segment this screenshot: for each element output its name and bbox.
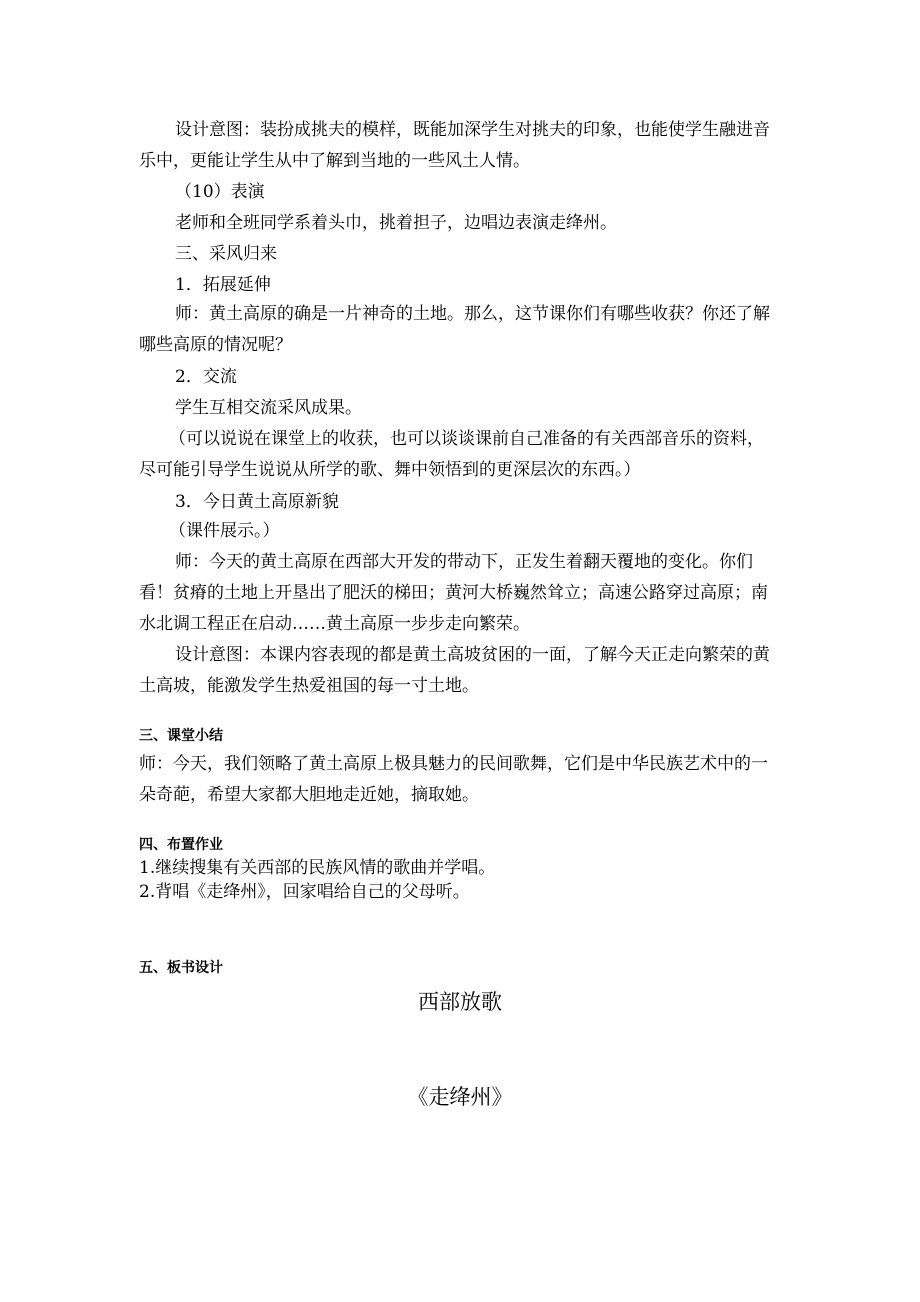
item-3-note: （课件展示。）	[169, 521, 280, 541]
item-3-text: 师：今天的黄土高原在西部大开发的带动下，正发生着翻天覆地的变化。你们看！贫瘠的土地上开垦出了肥沃的梯田；黄河大桥巍然耸立；高速公路穿过高原；南水北调工程正在启动……黄土高原一步步走向繁荣。	[139, 552, 768, 634]
design-intent-paragraph-2: 设计意图：本课内容表现的都是黄土高坡贫困的一面，了解今天正走向繁荣的黄土高坡，能激发学生热爱祖国的每一寸土地。	[139, 645, 770, 696]
item-2-note: （可以说说在课堂上的收获，也可以谈谈课前自己准备的有关西部音乐的资料，尽可能引导学生说说从所学的歌、舞中领悟到的更深层次的东西。）	[139, 429, 764, 480]
board-title: 西部放歌	[418, 990, 502, 1014]
step-10-title: （10）表演	[175, 182, 265, 202]
homework-item-1: 1.继续搜集有关西部的民族风情的歌曲并学唱。	[139, 858, 496, 878]
item-2-title: 2．交流	[175, 367, 237, 387]
board-design-heading: 五、板书设计	[139, 960, 223, 976]
item-1-text: 师：黄土高原的确是一片神奇的土地。那么，这节课你们有哪些收获？你还了解哪些高原的情况呢？	[139, 304, 770, 355]
board-song-title: 《走绛州》	[407, 1085, 513, 1109]
section-collect-title: 三、采风归来	[175, 244, 277, 264]
item-1-title: 1．拓展延伸	[175, 275, 271, 295]
homework-item-2: 2.背唱《走绛州》，回家唱给自己的父母听。	[139, 882, 470, 902]
summary-heading: 三、课堂小结	[139, 728, 223, 744]
design-intent-paragraph: 设计意图：装扮成挑夫的模样，既能加深学生对挑夫的印象，也能使学生融进音乐中，更能让学生从中了解到当地的一些风土人情。	[139, 120, 770, 171]
step-10-text: 老师和全班同学系着头巾，挑着担子，边唱边表演走绛州。	[175, 213, 617, 233]
summary-text: 师：今天，我们领略了黄土高原上极具魅力的民间歌舞，它们是中华民族艺术中的一朵奇葩，希望大家都大胆地走近她，摘取她。	[139, 754, 768, 805]
homework-heading: 四、布置作业	[139, 837, 223, 853]
item-3-title: 3．今日黄土高原新貌	[175, 492, 339, 512]
item-2-text: 学生互相交流采风成果。	[175, 398, 362, 418]
